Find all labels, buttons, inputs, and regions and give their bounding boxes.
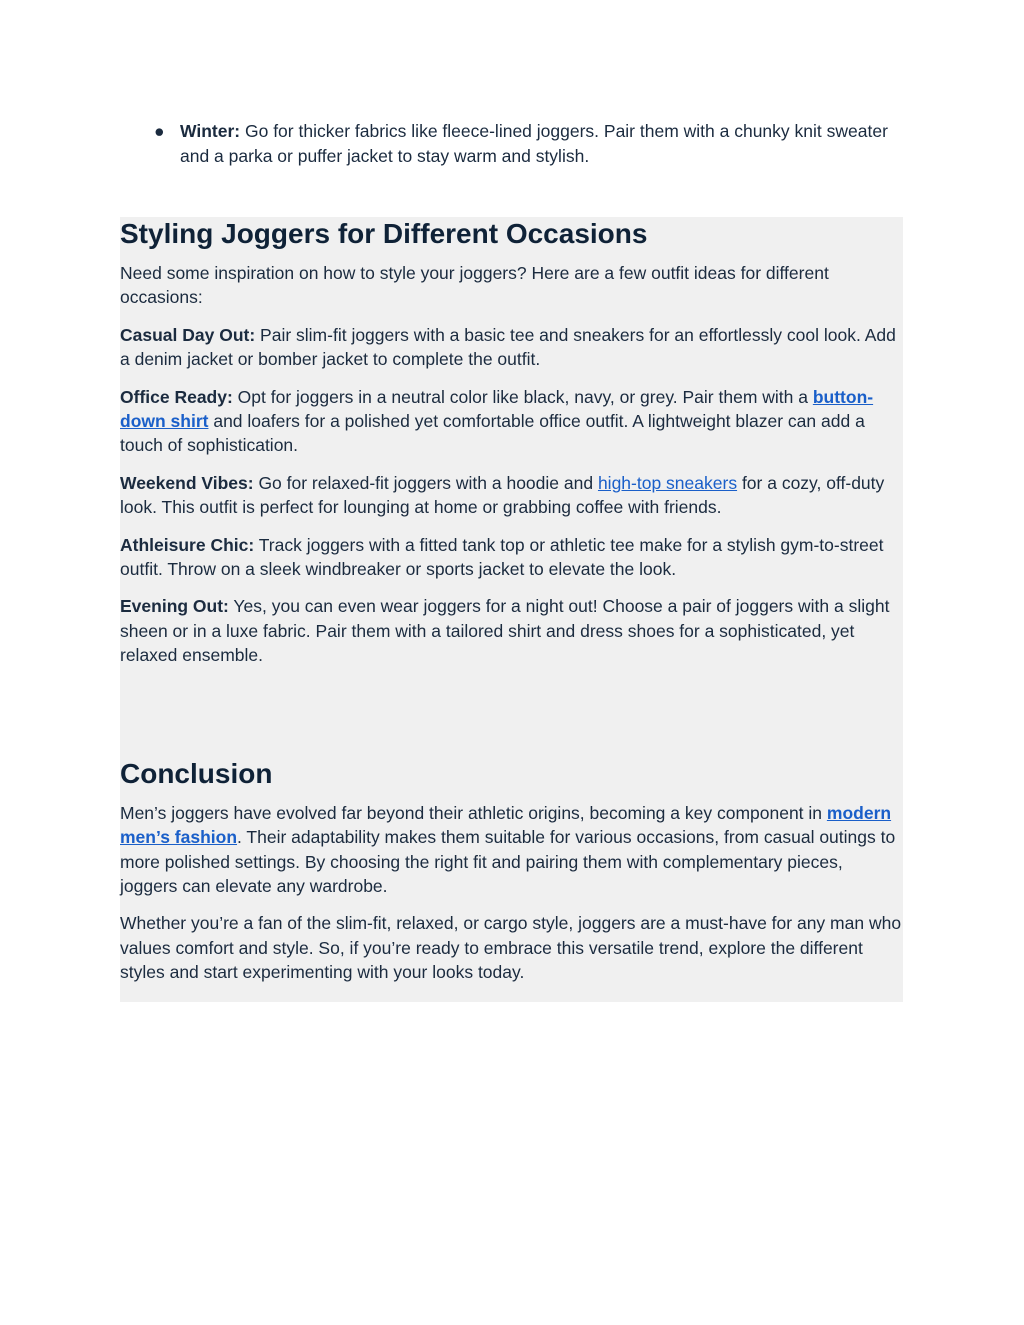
office-ready-paragraph — [120, 385, 903, 458]
winter-description: Go for thicker fabrics like fleece-lined joggers. Pair them with a chunky knit sweater and a parka or puffer jacket to stay warm and stylish. — [180, 121, 888, 166]
conclusion-paragraph-2: Whether you’re a fan of the slim-fit, relaxed, or cargo style, joggers are a must-have for any man who values comfort and style. So, if you’re ready to embrace this versatile trend, explore the different styles and start experimenting with your looks today. — [120, 913, 902, 983]
conclusion-p1-after: . Their adaptability makes them suitable for various occasions, from casual outings to more polished settings. By choosing the right fit and pairing them with complementary pieces, joggers can elevate any wardrobe. — [120, 827, 896, 896]
athleisure-text: Track joggers with a fitted tank top or athletic tee make for a stylish gym-to-street outfit. Throw on a sleek windbreaker or sports jacket to elevate the look. — [120, 534, 884, 580]
evening-label: Evening Out: — [120, 596, 229, 617]
conclusion-heading: Conclusion — [120, 757, 273, 789]
evening-text: Yes, you can even wear joggers for a night out! Choose a pair of joggers with a slight sheen or in a luxe fabric. Pair them with a tailored shirt and dress shoes for a sophisticated, yet relaxed ensemble. — [120, 596, 890, 666]
button-down-shirt-link[interactable]: button-down shirt — [120, 386, 874, 432]
winter-bullet-item — [154, 119, 894, 168]
athleisure-chic-paragraph — [120, 533, 903, 582]
casual-day-out-paragraph — [120, 323, 903, 372]
casual-label: Casual Day Out: — [120, 324, 256, 345]
content-panel — [120, 217, 903, 1002]
athleisure-label: Athleisure Chic: — [120, 534, 255, 555]
winter-bullet-text — [180, 119, 894, 168]
weekend-vibes-paragraph — [120, 471, 903, 520]
conclusion-p1-before: Men’s joggers have evolved far beyond their athletic origins, becoming a key component in — [120, 802, 827, 823]
occasions-intro: Need some inspiration on how to style your joggers? Here are a few outfit ideas for different occasions: — [120, 263, 829, 308]
bullet-dot: ● — [154, 121, 165, 141]
weekend-label: Weekend Vibes: — [120, 472, 254, 493]
office-text-after: and loafers for a polished yet comfortable office outfit. A lightweight blazer can add a touch of sophistication. — [120, 411, 865, 456]
winter-label: Winter: — [180, 121, 241, 141]
high-top-sneakers-link[interactable]: high-top sneakers — [597, 472, 738, 493]
casual-text: Pair slim-fit joggers with a basic tee and sneakers for an effortlessly cool look. Add a denim jacket or bomber jacket to complete the outfit. — [120, 324, 896, 370]
weekend-text-before: Go for relaxed-fit joggers with a hoodie and — [253, 472, 598, 493]
weekend-text-after: for a cozy, off-duty look. This outfit is perfect for lounging at home or grabbing coffee with friends. — [120, 472, 885, 518]
occasions-heading: Styling Joggers for Different Occasions — [120, 218, 648, 249]
office-label: Office Ready: — [120, 386, 233, 407]
evening-out-paragraph — [120, 594, 903, 667]
modern-mens-fashion-link[interactable]: modern men’s fashion — [120, 802, 892, 848]
office-text-before: Opt for joggers in a neutral color like black, navy, or grey. Pair them with a — [232, 386, 813, 407]
conclusion-paragraph-1 — [120, 801, 903, 899]
